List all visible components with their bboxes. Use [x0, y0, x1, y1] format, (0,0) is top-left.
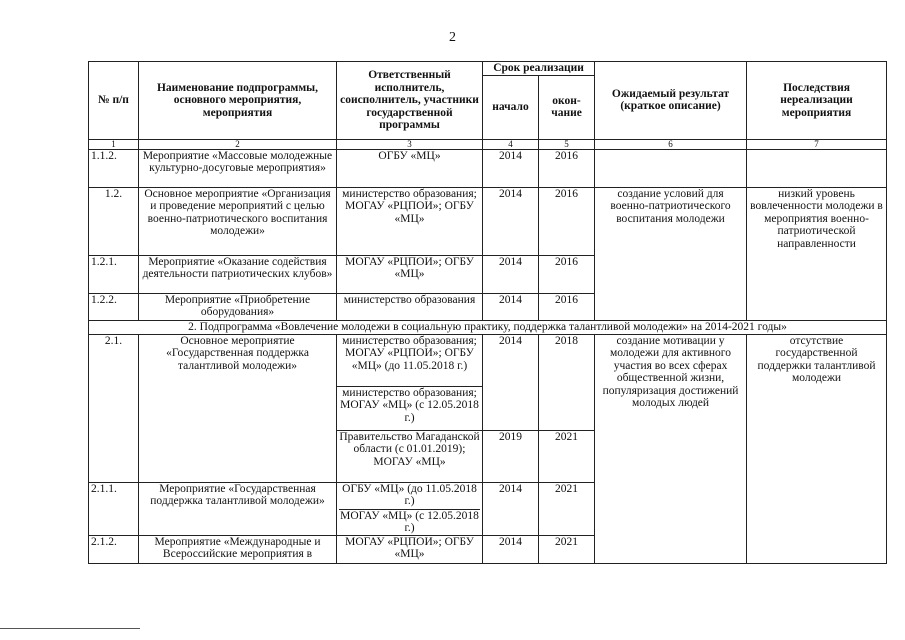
row-start: 2014: [483, 187, 539, 255]
col-number: 4: [483, 139, 539, 149]
header-num: № п/п: [89, 62, 139, 140]
table-row: [89, 149, 887, 187]
row-executor: [337, 482, 483, 535]
header-result: Ожидаемый результат (краткое описание): [595, 62, 747, 140]
row-end: 2016: [539, 187, 595, 255]
row-executor: министерство образования: [337, 293, 483, 320]
row-end: 2021: [539, 430, 595, 482]
row-start: 2014: [483, 149, 539, 187]
row-end: 2016: [539, 255, 595, 293]
row-executor: ОГБУ «МЦ»: [337, 149, 483, 187]
row-num: 1.2.: [89, 187, 139, 255]
column-number-row: [89, 139, 887, 149]
row-name: Мероприятие «Оказание содействия деятельности патриотических клубов»: [139, 255, 337, 293]
row-consequence: [747, 149, 887, 187]
row-result: создание мотивации у молодежи для активного участия во всех сферах общественной жизни, популяризация достижений молодых людей: [595, 334, 747, 563]
row-start: 2019: [483, 430, 539, 482]
col-number: 5: [539, 139, 595, 149]
row-num: 1.2.2.: [89, 293, 139, 320]
row-num: 2.1.2.: [89, 535, 139, 563]
row-name: Мероприятие «Международные и Всероссийские мероприятия в: [139, 535, 337, 563]
row-start: 2014: [483, 482, 539, 535]
row-end: 2021: [539, 482, 595, 535]
row-end: 2018: [539, 334, 595, 430]
row-executor: МОГАУ «РЦПОИ»; ОГБУ «МЦ»: [337, 255, 483, 293]
row-num: 2.1.1.: [89, 482, 139, 535]
header-row-1: [89, 62, 887, 76]
header-consequence: Последствия нереализации мероприятия: [747, 62, 887, 140]
row-name: Мероприятие «Государственная поддержка талантливой молодежи»: [139, 482, 337, 535]
row-end: 2021: [539, 535, 595, 563]
table-row: [89, 334, 887, 386]
row-start: 2014: [483, 293, 539, 320]
row-executor: министерство образования; МОГАУ «РЦПОИ»; ОГБУ «МЦ»: [337, 187, 483, 255]
row-name: Основное мероприятие «Государственная поддержка талантливой молодежи»: [139, 334, 337, 482]
section-title: 2. Подпрограмма «Вовлечение молодежи в социальную практику, поддержка талантливой молодежи» на 2014-2021 годы»: [89, 320, 887, 334]
col-number: 2: [139, 139, 337, 149]
header-term: Срок реализации: [483, 62, 595, 76]
col-number: 6: [595, 139, 747, 149]
row-start: 2014: [483, 535, 539, 563]
row-name: Основное мероприятие «Организация и проведение мероприятий с целью военно-патриотического воспитания молодежи»: [139, 187, 337, 255]
header-name: Наименование подпрограммы, основного мероприятия, мероприятия: [139, 62, 337, 140]
header-start: начало: [483, 75, 539, 139]
row-executor: Правительство Магаданской области (с 01.01.2019); МОГАУ «МЦ»: [337, 430, 483, 482]
row-executor: министерство образования; МОГАУ «МЦ» (с 12.05.2018 г.): [337, 386, 483, 430]
section-row: [89, 320, 887, 334]
col-number: 3: [337, 139, 483, 149]
row-name: Мероприятие «Массовые молодежные культурно-досуговые мероприятия»: [139, 149, 337, 187]
row-start: 2014: [483, 255, 539, 293]
row-end: 2016: [539, 149, 595, 187]
row-result: создание условий для военно-патриотического воспитания молодежи: [595, 187, 747, 320]
row-consequence: отсутствие государственной поддержки талантливой молодежи: [747, 334, 887, 563]
table-row: [89, 187, 887, 255]
row-result: [595, 149, 747, 187]
footnote-divider: [0, 628, 140, 629]
page-number: 2: [449, 30, 456, 45]
row-consequence: низкий уровень вовлеченности молодежи в мероприятия военно-патриотической направленности: [747, 187, 887, 320]
row-executor: министерство образования; МОГАУ «РЦПОИ»; ОГБУ «МЦ» (до 11.05.2018 г.): [337, 334, 483, 386]
row-num: 1.2.1.: [89, 255, 139, 293]
header-end: окон-чание: [539, 75, 595, 139]
row-executor-a: ОГБУ «МЦ» (до 11.05.2018 г.): [339, 483, 480, 510]
row-executor: МОГАУ «РЦПОИ»; ОГБУ «МЦ»: [337, 535, 483, 563]
row-name: Мероприятие «Приобретение оборудования»: [139, 293, 337, 320]
row-num: 1.1.2.: [89, 149, 139, 187]
row-executor-b: МОГАУ «МЦ» (с 12.05.2018 г.): [340, 509, 479, 534]
program-table: [88, 61, 887, 564]
col-number: 1: [89, 139, 139, 149]
row-start: 2014: [483, 334, 539, 430]
row-num: 2.1.: [89, 334, 139, 482]
header-executor: Ответственный исполнитель, соисполнитель, участники государственной программы: [337, 62, 483, 140]
row-end: 2016: [539, 293, 595, 320]
col-number: 7: [747, 139, 887, 149]
